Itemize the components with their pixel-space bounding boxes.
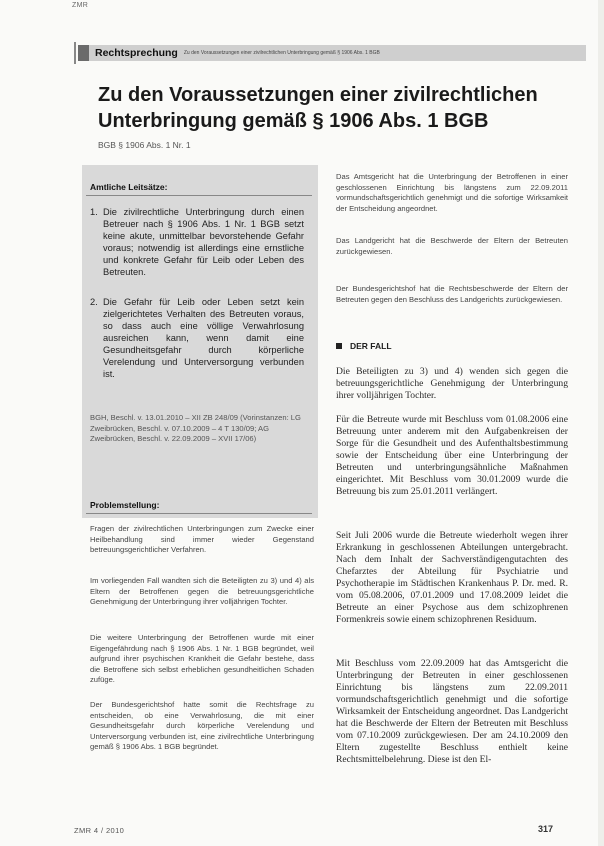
statute-citation: BGB § 1906 Abs. 1 Nr. 1 bbox=[98, 140, 191, 150]
problem-paragraph: Fragen der zivilrechtlichen Unterbringungen zum Zwecke einer Heilbehandlung sind immer wieder Gegenstand betreuungsgerichtlicher Verfahren. bbox=[90, 524, 314, 554]
leitsatz-text: Die zivilrechtliche Unterbringung durch einen Betreuer nach § 1906 Abs. 1 Nr. 1 BGB setzt keine akute, unmittelbar bevorstehende Gefahr voraus; notwendig ist allerdings eine ernstliche und konkrete Gefahr für Leib oder Leben des Betreuten. bbox=[103, 207, 304, 277]
problem-paragraph: Die weitere Unterbringung der Betroffenen wurde mit einer Eigengefährdung nach § 1906 Abs. 1 Nr. 1 BGB begründet, weil aufgrund ihrer psychischen Krankheit die Gefahr bestehe, dass die Betroffene sich selbst erheblichen gesundheitlichen Schaden zufüge. bbox=[90, 633, 314, 684]
fall-paragraph: Mit Beschluss vom 22.09.2009 hat das Amtsgericht die Unterbringung der Betreuten in einer geschlossenen Einrichtung bis längstens zum 22.09.2011 vormundschaftsgerichtlich genehmigt und die sofortige Wirksamkeit der Entscheidung angeordnet. Das Landgericht hat die Beschwerde der Eltern der Betreuten mit Beschluss vom 07.10.2009 zurückgewiesen. Der am 24.10.2009 den Eltern zugestellte Beschluss enthielt keine Rechtsmittelbelehrung. Diese ist den El- bbox=[336, 658, 568, 765]
fall-paragraph: Für die Betreute wurde mit Beschluss vom 01.08.2006 eine Betreuung unter anderem mit den Aufgabenkreisen der Sorge für die Gesundheit und des Aufenthaltsbestimmung sowie der Entscheidung über eine Unterbringung der Betreuten und unterbringungsähnliche Maßnahmen eingerichtet. Mit Beschluss vom 30.01.2009 wurde die Betreuung bis zum 25.01.2011 verlängert. bbox=[336, 414, 568, 497]
leitsatz-number: 1. bbox=[90, 207, 98, 217]
running-head: Zu den Voraussetzungen einer zivilrechtlichen Unterbringung gemäß § 1906 Abs. 1 BGB bbox=[183, 50, 380, 56]
decision-references: BGH, Beschl. v. 13.01.2010 – XII ZB 248/09 (Vorinstanzen: LG Zweibrücken, Beschl. v. 07.10.2009 – 4 T 130/09; AG Zweibrücken, Beschl. v. 22.09.2009 – XVII 17/06) bbox=[90, 413, 301, 443]
section-header-bar bbox=[78, 45, 586, 61]
leitsatz-2 bbox=[90, 296, 304, 380]
problem-rule bbox=[86, 513, 312, 514]
right-intro-paragraph: Das Amtsgericht hat die Unterbringung der Betroffenen in einer geschlossenen Einrichtung bis längstens zum 22.09.2011 vormundschaftsgerichtlich genehmigt und die sofortige Wirksamkeit der Entscheidung angeordnet. bbox=[336, 172, 568, 213]
fall-paragraph: Seit Juli 2006 wurde die Betreute wiederholt wegen ihrer Erkrankung in geschlossenen Abteilungen untergebracht. Nach dem Inhalt der Sachverständigengutachten des Chefarztes der Abteilung für Psychiatrie und Psychotherapie im Städtischen Krankenhaus P. Dr. med. R. vom 05.08.2006, 07.01.2009 und 17.08.2009 leidet die Betreute an einer Psychose aus dem schizophrenen Formenkreis sowie einem schizophrenen Residuum. bbox=[336, 530, 568, 625]
header-rule bbox=[74, 42, 76, 64]
problem-paragraph: Der Bundesgerichtshof hatte somit die Rechtsfrage zu entscheiden, ob eine Verwahrlosung, die mit einer Gesundheitsgefahr durch körperliche Verelendung und Unterversorgung verbunden ist, eine zivilrechtliche Unterbringung gemäß § 1906 Abs. 1 BGB begründet. bbox=[90, 700, 314, 751]
journal-tag: ZMR bbox=[72, 2, 89, 9]
section-marker bbox=[78, 45, 89, 61]
problem-heading: Problemstellung: bbox=[90, 500, 160, 510]
section-label: Rechtsprechung bbox=[95, 47, 178, 59]
problem-paragraph: Im vorliegenden Fall wandten sich die Beteiligten zu 3) und 4) als Eltern der Betroffenen gegen die betreuungsgerichtliche Genehmigung der Unterbringung ihrer volljährigen Tochter. bbox=[90, 576, 314, 606]
fall-heading bbox=[336, 341, 392, 351]
leitsatz-text: Die Gefahr für Leib oder Leben setzt kein zielgerichtetes Verhalten des Betreuten voraus, so dass auch eine völlige Verwahrlosung ausreichen kann, wenn damit eine Gesundheitsgefahr durch körperliche Verelendung und Unterversorgung verbunden ist. bbox=[103, 297, 304, 379]
bullet-square-icon bbox=[336, 343, 342, 349]
page-number: 317 bbox=[538, 824, 554, 834]
right-intro-paragraph: Das Landgericht hat die Beschwerde der Eltern der Betreuten zurückgewiesen. bbox=[336, 236, 568, 256]
article-title: Zu den Voraussetzungen einer zivilrechtlichen Unterbringung gemäß § 1906 Abs. 1 BGB bbox=[98, 84, 538, 132]
page-edge-shadow bbox=[598, 0, 604, 846]
leitsatz-1 bbox=[90, 206, 304, 278]
leitsaetze-heading: Amtliche Leitsätze: bbox=[90, 182, 168, 192]
fall-paragraph: Die Beteiligten zu 3) und 4) wenden sich gegen die betreuungsgerichtliche Genehmigung der Unterbringung ihrer volljährigen Tochter. bbox=[336, 366, 568, 401]
right-intro-paragraph: Der Bundesgerichtshof hat die Rechtsbeschwerde der Eltern der Betreuten gegen den Beschluss des Landgerichts zurückgewiesen. bbox=[336, 284, 568, 304]
footer-issue: ZMR 4 / 2010 bbox=[74, 826, 125, 835]
leitsatz-number: 2. bbox=[90, 297, 98, 307]
leitsaetze-rule bbox=[86, 195, 312, 196]
fall-heading-text: DER FALL bbox=[350, 341, 392, 351]
